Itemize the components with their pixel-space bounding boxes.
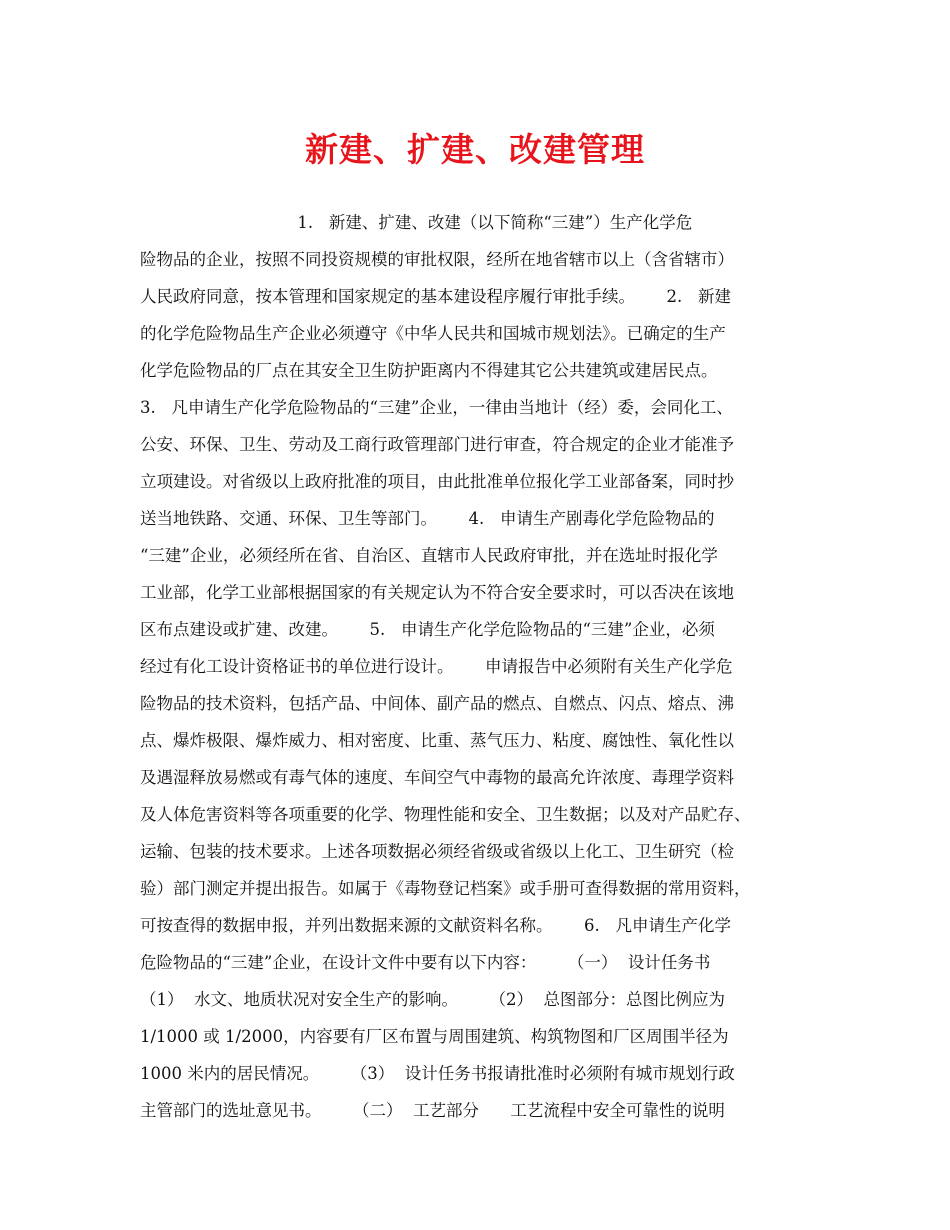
- body-line: 公安、环保、卫生、劳动及工商行政管理部门进行审查，符合规定的企业才能准予: [140, 435, 734, 454]
- body-line: 送当地铁路、交通、环保、卫生等部门。 4. 申请生产剧毒化学危险物品的: [140, 509, 715, 528]
- body-line: 工业部，化学工业部根据国家的有关规定认为不符合安全要求时，可以否决在该地: [140, 583, 734, 602]
- document-title: 新建、扩建、改建管理: [305, 130, 645, 169]
- body-line: 区布点建设或扩建、改建。 5. 申请生产化学危险物品的“三建”企业，必须: [140, 620, 715, 639]
- body-line: 运输、包装的技术要求。上述各项数据必须经省级或省级以上化工、卫生研究（检: [140, 842, 734, 861]
- body-line: 1000 米内的居民情况。 （3） 设计任务书报请批准时必须附有城市规划行政: [140, 1064, 735, 1083]
- body-line: 点、爆炸极限、爆炸威力、相对密度、比重、蒸气压力、粘度、腐蚀性、氧化性以: [140, 731, 734, 750]
- body-line: “三建”企业，必须经所在省、自治区、直辖市人民政府审批，并在选址时报化学: [140, 546, 718, 565]
- body-line: 及人体危害资料等各项重要的化学、物理性能和安全、卫生数据；以及对产品贮存、: [140, 805, 751, 824]
- body-line: 险物品的企业，按照不同投资规模的审批权限，经所在地省辖市以上（含省辖市）: [140, 250, 734, 269]
- body-line: 险物品的技术资料，包括产品、中间体、副产品的燃点、自燃点、闪点、熔点、沸: [140, 694, 734, 713]
- body-line: 3. 凡申请生产化学危险物品的“三建”企业，一律由当地计（经）委，会同化工、: [140, 398, 733, 417]
- body-line: 经过有化工设计资格证书的单位进行设计。 申请报告中必须附有关生产化学危: [140, 657, 733, 676]
- body-line: 1/1000 或 1/2000，内容要有厂区布置与周围建筑、构筑物图和厂区周围半径为: [140, 1027, 729, 1046]
- body-line: 的化学危险物品生产企业必须遵守《中华人民共和国城市规划法》。已确定的生产: [140, 324, 726, 343]
- document-body: [140, 204, 820, 1129]
- body-line: 及遇湿释放易燃或有毒气体的速度、车间空气中毒物的最高允许浓度、毒理学资料: [140, 768, 734, 787]
- body-line: 立项建设。对省级以上政府批准的项目，由此批准单位报化学工业部备案，同时抄: [140, 472, 734, 491]
- body-line: 危险物品的“三建”企业，在设计文件中要有以下内容： （一） 设计任务书: [140, 953, 711, 972]
- body-line: （1） 水文、地质状况对安全生产的影响。 （2） 总图部分：总图比例应为: [140, 990, 725, 1009]
- body-line: 1. 新建、扩建、改建（以下简称“三建”）生产化学危: [140, 213, 693, 232]
- body-line: 人民政府同意，按本管理和国家规定的基本建设程序履行审批手续。 2. 新建: [140, 287, 731, 306]
- body-line: 可按查得的数据申报，并列出数据来源的文献资料名称。 6. 凡申请生产化学: [140, 916, 731, 935]
- body-line: 验）部门测定并提出报告。如属于《毒物登记档案》或手册可查得数据的常用资料，: [140, 879, 751, 898]
- body-line: 主管部门的选址意见书。 （二） 工艺部分 工艺流程中安全可靠性的说明: [140, 1101, 725, 1120]
- body-line: 化学危险物品的厂点在其安全卫生防护距离内不得建其它公共建筑或建居民点。: [140, 361, 718, 380]
